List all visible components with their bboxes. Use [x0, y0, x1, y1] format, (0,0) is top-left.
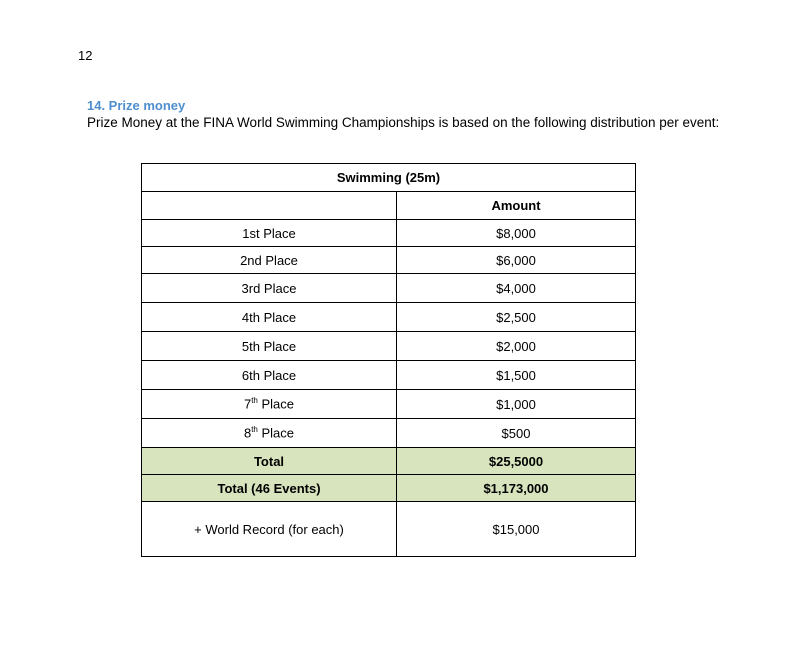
place-cell: 1st Place — [142, 220, 397, 247]
amount-cell: $4,000 — [397, 274, 636, 303]
world-record-amount: $15,000 — [397, 502, 636, 557]
place-cell: 5th Place — [142, 332, 397, 361]
table-row — [142, 390, 636, 419]
table-title-row — [142, 164, 636, 192]
table-row — [142, 274, 636, 303]
amount-cell: $2,500 — [397, 303, 636, 332]
place-cell: 4th Place — [142, 303, 397, 332]
place-cell: 3rd Place — [142, 274, 397, 303]
place-number: 8 — [243, 425, 252, 441]
total-label: Total — [142, 448, 397, 475]
total-events-label: Total (46 Events) — [142, 475, 397, 502]
place-word: Place — [257, 396, 295, 412]
section-intro: Prize Money at the FINA World Swimming Championships is based on the following distribution per event: — [87, 115, 720, 130]
world-record-row — [142, 502, 636, 557]
amount-cell: $1,000 — [397, 390, 636, 419]
table-row — [142, 303, 636, 332]
table-row — [142, 332, 636, 361]
prize-money-table — [141, 163, 636, 557]
table-header-row — [142, 192, 636, 220]
place-cell — [142, 390, 397, 419]
table-row — [142, 220, 636, 247]
amount-cell: $2,000 — [397, 332, 636, 361]
place-ordinal-suffix: th — [251, 396, 258, 406]
page-number: 12 — [78, 48, 93, 63]
amount-header: Amount — [397, 192, 636, 220]
place-cell: 6th Place — [142, 361, 397, 390]
table-row — [142, 361, 636, 390]
place-header — [142, 192, 397, 220]
place-number: 7 — [243, 396, 252, 412]
place-cell: 2nd Place — [142, 247, 397, 274]
amount-cell: $6,000 — [397, 247, 636, 274]
amount-cell: $500 — [397, 419, 636, 448]
place-ordinal-suffix: th — [251, 425, 258, 435]
total-events-row — [142, 475, 636, 502]
place-word: Place — [257, 425, 295, 441]
table-row — [142, 247, 636, 274]
table-row — [142, 419, 636, 448]
section-title: 14. Prize money — [87, 98, 186, 113]
table-title: Swimming (25m) — [142, 164, 636, 192]
total-events-amount: $1,173,000 — [397, 475, 636, 502]
amount-cell: $8,000 — [397, 220, 636, 247]
total-row — [142, 448, 636, 475]
total-amount: $25,5000 — [397, 448, 636, 475]
world-record-label: + World Record (for each) — [142, 502, 397, 557]
place-cell — [142, 419, 397, 448]
amount-cell: $1,500 — [397, 361, 636, 390]
